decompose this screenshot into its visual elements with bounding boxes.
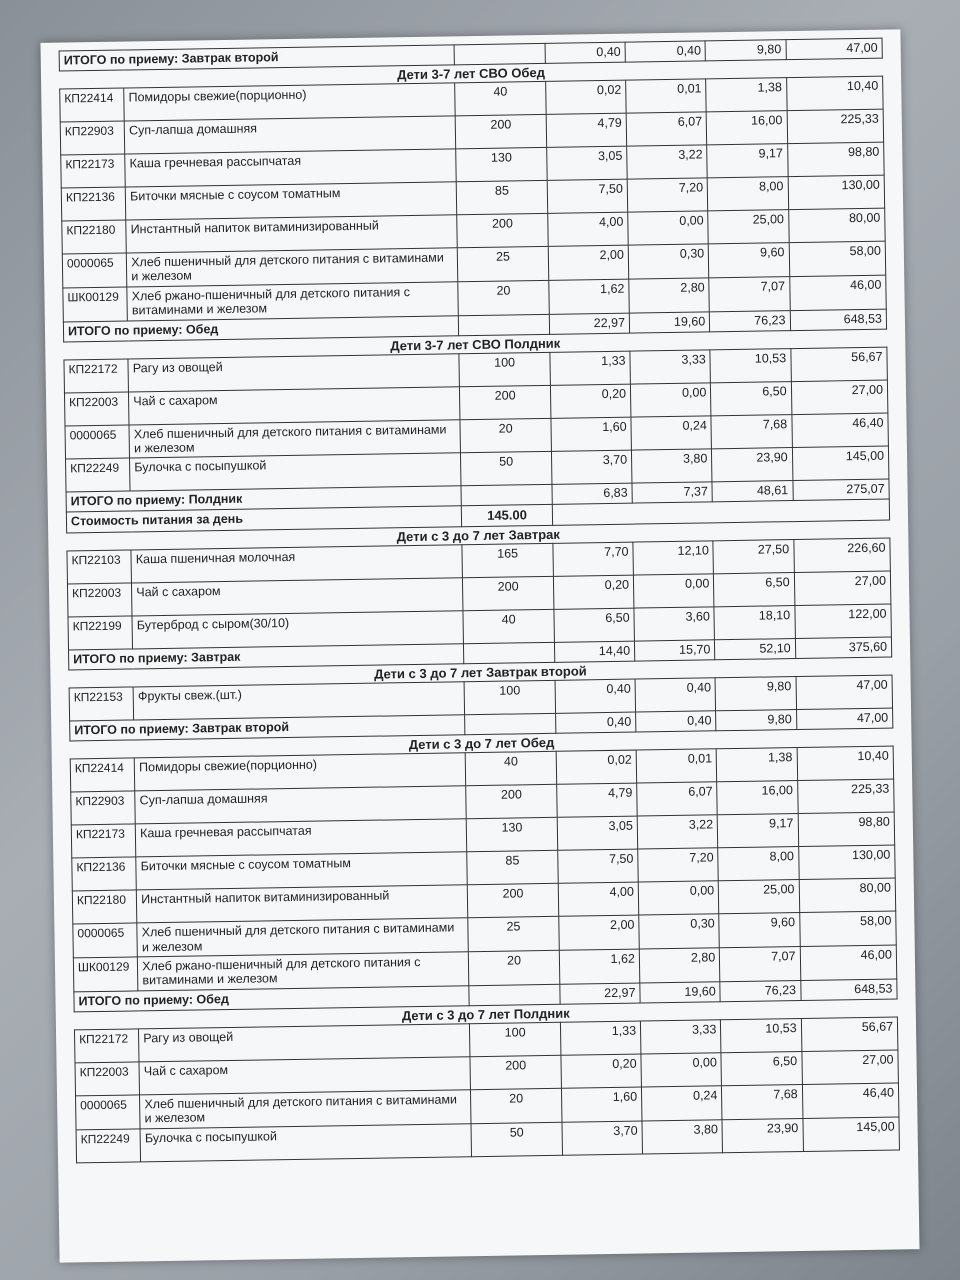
dish-fat: 0,01 (636, 749, 717, 783)
meal-total-kcal: 648,53 (790, 309, 887, 331)
dish-code: КП22172 (64, 358, 129, 392)
dish-kcal: 56,67 (801, 1017, 898, 1052)
dish-fat: 0,40 (635, 678, 716, 712)
dish-name: Фрукты свеж.(шт.) (133, 682, 465, 720)
dish-portion: 100 (470, 1022, 561, 1056)
meal-total-portion (459, 314, 550, 335)
dish-name: Помидоры свежие(порционно) (134, 753, 466, 791)
dish-protein: 3,05 (546, 146, 627, 180)
meal-total-portion (461, 485, 552, 506)
dish-fat: 7,20 (638, 848, 719, 882)
dish-carbs: 23,90 (712, 448, 793, 482)
dish-carbs: 9,17 (717, 814, 798, 848)
dish-protein: 1,62 (549, 279, 630, 314)
dish-code: КП22199 (68, 616, 133, 650)
dish-fat: 3,33 (640, 1020, 721, 1054)
dish-fat: 3,80 (631, 449, 712, 483)
dish-name: Инстантный напиток витаминизированный (126, 215, 458, 253)
dish-kcal: 130,00 (788, 175, 885, 210)
dish-protein: 1,33 (550, 351, 631, 385)
dish-name: Хлеб ржано-пшеничный для детского питания с витаминами и железом (127, 282, 459, 321)
dish-portion: 100 (459, 352, 550, 386)
dish-name: Биточки мясные с соусом томатным (125, 182, 457, 220)
dish-portion: 85 (457, 180, 548, 214)
dish-portion: 200 (468, 884, 559, 918)
dish-code: ШК00129 (73, 957, 138, 992)
meal-total-carbs: 9,80 (716, 710, 797, 731)
dish-portion: 200 (463, 577, 554, 611)
dish-protein: 0,20 (553, 575, 634, 609)
dish-kcal: 58,00 (789, 241, 886, 276)
dish-name: Хлеб пшеничный для детского питания с витаминами и железом (140, 1089, 472, 1128)
dish-kcal: 56,67 (790, 347, 887, 382)
dish-kcal: 98,80 (787, 142, 884, 177)
dish-portion: 40 (466, 752, 557, 786)
section-title: Дети с 3 до 7 лет Обед (408, 735, 555, 753)
dish-code: КП22249 (76, 1128, 141, 1162)
dish-name: Помидоры свежие(порционно) (124, 83, 456, 121)
dish-fat: 0,00 (638, 881, 719, 915)
dish-portion: 20 (458, 280, 549, 315)
dish-protein: 3,70 (562, 1121, 643, 1155)
dish-carbs: 9,17 (707, 144, 788, 178)
dish-carbs: 23,90 (722, 1118, 803, 1152)
dish-portion: 25 (468, 917, 559, 952)
dish-carbs: 9,80 (715, 677, 796, 711)
dish-name: Хлеб ржано-пшеничный для детского питания с витаминами и железом (138, 952, 470, 991)
meal-total-protein: 0,40 (555, 712, 636, 733)
section-title: Дети 3-7 лет СВО Полдник (390, 335, 561, 353)
dish-carbs: 25,00 (719, 880, 800, 914)
dish-carbs: 10,53 (710, 348, 791, 382)
menu-sheet (40, 29, 919, 1262)
dish-portion: 200 (456, 114, 547, 148)
dish-portion: 130 (456, 147, 547, 181)
dish-carbs: 16,00 (706, 111, 787, 145)
meal-total-label: ИТОГО по приему: Завтрак второй (59, 45, 455, 71)
dish-code: КП22003 (75, 1062, 140, 1096)
dish-name: Суп-лапша домашняя (124, 116, 456, 154)
dish-protein: 1,60 (561, 1087, 642, 1122)
dish-name: Суп-лапша домашняя (135, 786, 467, 824)
dish-kcal: 130,00 (798, 845, 895, 880)
menu-table-body (59, 38, 899, 1162)
dish-code: КП22136 (72, 857, 137, 891)
dish-fat: 0,00 (633, 574, 714, 608)
dish-kcal: 27,00 (794, 571, 891, 606)
dish-fat: 6,07 (626, 112, 707, 146)
meal-total-protein: 22,97 (560, 983, 641, 1004)
section-title: Дети с 3 до 7 лет Завтрак (396, 526, 560, 545)
meal-total-portion (465, 714, 556, 735)
menu-table (59, 38, 900, 1163)
dish-code: КП22249 (66, 458, 131, 492)
dish-kcal: 46,00 (789, 275, 886, 310)
meal-total-kcal: 47,00 (796, 708, 893, 730)
dish-portion: 85 (467, 851, 558, 885)
meal-total-fat: 0,40 (636, 711, 717, 732)
dish-kcal: 98,80 (798, 812, 895, 847)
dish-carbs: 27,50 (713, 540, 794, 574)
dish-name: Рагу из овощей (128, 353, 460, 391)
dish-code: КП22003 (64, 391, 129, 425)
dish-carbs: 6,50 (721, 1051, 802, 1085)
dish-name: Чай с сахаром (132, 578, 464, 616)
dish-fat: 3,60 (634, 607, 715, 641)
section-title: Дети 3-7 лет СВО Обед (397, 64, 546, 83)
dish-protein: 2,00 (559, 915, 640, 950)
dish-portion: 20 (469, 950, 560, 985)
dish-name: Хлеб пшеничный для детского питания с витаминами и железом (127, 248, 459, 287)
dish-fat: 3,22 (627, 145, 708, 179)
dish-kcal: 47,00 (796, 675, 893, 710)
dish-protein: 7,70 (553, 542, 634, 576)
dish-kcal: 27,00 (791, 380, 888, 415)
dish-kcal: 225,33 (797, 779, 894, 814)
meal-total-carbs: 76,23 (720, 980, 801, 1001)
dish-code: КП22103 (67, 550, 132, 584)
dish-code: 0000065 (73, 923, 138, 958)
dish-code: КП22414 (60, 88, 125, 122)
dish-carbs: 7,68 (711, 414, 792, 449)
dish-carbs: 25,00 (708, 210, 789, 244)
meal-total-kcal: 375,60 (795, 637, 892, 659)
dish-kcal: 145,00 (803, 1116, 900, 1151)
dish-portion: 20 (460, 418, 551, 453)
dish-fat: 0,00 (628, 211, 709, 245)
dish-name: Каша гречневая рассыпчатая (135, 819, 467, 857)
dish-protein: 0,20 (550, 384, 631, 418)
meal-total-fat: 7,37 (632, 482, 713, 503)
dish-protein: 7,50 (557, 849, 638, 883)
dish-name: Рагу из овощей (139, 1023, 471, 1061)
meal-total-label: ИТОГО по приему: Обед (74, 985, 470, 1011)
meal-total-fat: 19,60 (640, 982, 721, 1003)
dish-name: Чай с сахаром (139, 1056, 471, 1094)
dish-name: Хлеб пшеничный для детского питания с витаминами и железом (129, 419, 461, 458)
dish-portion: 200 (457, 213, 548, 247)
meal-total-kcal: 275,07 (793, 479, 890, 501)
dish-carbs: 16,00 (717, 781, 798, 815)
meal-total-kcal: 47,00 (786, 38, 883, 60)
dish-kcal: 27,00 (801, 1050, 898, 1085)
dish-name: Каша пшеничная молочная (131, 545, 463, 583)
dish-name: Булочка с посыпушкой (130, 453, 462, 491)
meal-total-carbs: 52,10 (715, 639, 796, 660)
dish-kcal: 122,00 (795, 604, 892, 639)
dish-kcal: 46,40 (802, 1083, 899, 1118)
meal-total-protein: 0,40 (545, 42, 626, 63)
dish-kcal: 46,00 (800, 945, 897, 980)
dish-name: Бутерброд с сыром(30/10) (132, 611, 464, 649)
dish-fat: 12,10 (633, 541, 714, 575)
dish-code: КП22172 (74, 1029, 139, 1063)
dish-kcal: 80,00 (788, 208, 885, 243)
dish-protein: 4,79 (556, 783, 637, 817)
dish-fat: 6,07 (637, 782, 718, 816)
daily-cost-value: 145.00 (462, 505, 553, 527)
dish-code: КП22173 (71, 824, 136, 858)
dish-fat: 0,01 (626, 79, 707, 113)
dish-code: КП22180 (62, 220, 127, 254)
dish-protein: 4,00 (558, 882, 639, 916)
dish-carbs: 7,68 (722, 1084, 803, 1119)
dish-code: ШК00129 (63, 287, 128, 322)
meal-total-carbs: 9,80 (705, 40, 786, 61)
dish-code: КП22180 (72, 890, 137, 924)
dish-code: 0000065 (62, 253, 127, 288)
dish-carbs: 7,07 (720, 947, 801, 982)
dish-code: КП22153 (69, 687, 134, 721)
dish-fat: 3,22 (637, 815, 718, 849)
dish-protein: 7,50 (547, 179, 628, 213)
dish-fat: 0,30 (628, 244, 709, 279)
dish-portion: 40 (463, 610, 554, 644)
dish-protein: 2,00 (548, 245, 629, 280)
dish-protein: 0,02 (545, 80, 626, 114)
dish-portion: 200 (460, 385, 551, 419)
meal-total-protein: 6,83 (552, 483, 633, 504)
meal-total-portion (464, 643, 555, 664)
dish-protein: 4,00 (547, 212, 628, 246)
dish-name: Булочка с посыпушкой (140, 1123, 472, 1161)
dish-code: КП22903 (60, 121, 125, 155)
dish-carbs: 18,10 (714, 606, 795, 640)
dish-portion: 40 (455, 81, 546, 115)
dish-name: Чай с сахаром (129, 386, 461, 424)
dish-protein: 0,20 (561, 1054, 642, 1088)
dish-fat: 0,24 (631, 415, 712, 450)
dish-code: 0000065 (76, 1095, 141, 1130)
dish-protein: 0,40 (555, 679, 636, 713)
meal-total-portion (469, 984, 560, 1005)
dish-kcal: 58,00 (799, 911, 896, 946)
meal-total-fat: 19,60 (629, 311, 710, 332)
meal-total-label: ИТОГО по приему: Обед (63, 315, 459, 341)
dish-fat: 3,33 (630, 349, 711, 383)
dish-carbs: 7,07 (709, 276, 790, 311)
dish-name: Инстантный напиток витаминизированный (137, 885, 469, 923)
dish-kcal: 46,40 (791, 413, 888, 448)
dish-kcal: 10,40 (797, 746, 894, 781)
dish-carbs: 8,00 (707, 177, 788, 211)
meal-total-label: ИТОГО по приему: Завтрак второй (70, 715, 466, 741)
dish-protein: 0,02 (556, 750, 637, 784)
meal-total-protein: 14,40 (554, 641, 635, 662)
dish-carbs: 1,38 (716, 748, 797, 782)
dish-portion: 50 (471, 1122, 562, 1156)
meal-total-portion (454, 43, 545, 64)
dish-fat: 0,30 (639, 914, 720, 949)
dish-portion: 200 (470, 1055, 561, 1089)
dish-name: Каша гречневая рассыпчатая (125, 149, 457, 187)
dish-portion: 130 (467, 818, 558, 852)
dish-kcal: 80,00 (799, 878, 896, 913)
dish-portion: 200 (466, 785, 557, 819)
dish-fat: 0,00 (641, 1053, 722, 1087)
dish-fat: 7,20 (627, 178, 708, 212)
meal-total-kcal: 648,53 (800, 979, 897, 1001)
dish-fat: 3,80 (642, 1119, 723, 1153)
dish-fat: 2,80 (629, 278, 710, 313)
dish-carbs: 1,38 (706, 78, 787, 112)
dish-name: Биточки мясные с соусом томатным (136, 852, 468, 890)
dish-fat: 0,24 (641, 1086, 722, 1121)
meal-total-fat: 0,40 (625, 41, 706, 62)
section-title: Дети с 3 до 7 лет Завтрак второй (374, 663, 587, 682)
dish-protein: 3,05 (557, 816, 638, 850)
dish-code: КП22414 (70, 758, 135, 792)
dish-protein: 1,33 (560, 1021, 641, 1055)
meal-total-label: ИТОГО по приему: Полдник (66, 486, 462, 512)
dish-kcal: 225,33 (787, 109, 884, 144)
dish-name: Хлеб пшеничный для детского питания с витаминами и железом (137, 918, 469, 957)
dish-carbs: 6,50 (714, 573, 795, 607)
dish-protein: 3,70 (551, 450, 632, 484)
dish-code: 0000065 (65, 424, 130, 459)
dish-carbs: 9,60 (709, 243, 790, 278)
meal-total-carbs: 76,23 (710, 310, 791, 331)
meal-total-label: ИТОГО по приему: Завтрак (69, 644, 465, 670)
dish-protein: 1,62 (559, 949, 640, 984)
meal-total-protein: 22,97 (549, 313, 630, 334)
meal-total-fat: 15,70 (634, 640, 715, 661)
dish-protein: 4,79 (546, 113, 627, 147)
dish-code: КП22903 (71, 791, 136, 825)
section-title: Дети с 3 до 7 лет Полдник (401, 1005, 570, 1024)
dish-protein: 1,60 (551, 417, 632, 452)
dish-fat: 0,00 (630, 382, 711, 416)
dish-carbs: 10,53 (721, 1018, 802, 1052)
dish-kcal: 145,00 (792, 446, 889, 481)
daily-cost-label: Стоимость питания за день (66, 506, 462, 533)
dish-portion: 100 (464, 681, 555, 715)
dish-portion: 165 (462, 544, 553, 578)
meal-total-carbs: 48,61 (712, 481, 793, 502)
dish-portion: 20 (471, 1088, 562, 1123)
dish-carbs: 8,00 (718, 847, 799, 881)
dish-portion: 50 (461, 452, 552, 486)
dish-code: КП22136 (61, 187, 126, 221)
dish-kcal: 10,40 (786, 76, 883, 111)
dish-code: КП22003 (67, 583, 132, 617)
dish-carbs: 6,50 (711, 381, 792, 415)
dish-fat: 2,80 (639, 948, 720, 983)
dish-kcal: 226,60 (793, 538, 890, 573)
dish-code: КП22173 (61, 154, 126, 188)
dish-carbs: 9,60 (719, 913, 800, 948)
dish-protein: 6,50 (554, 608, 635, 642)
dish-portion: 25 (458, 246, 549, 281)
